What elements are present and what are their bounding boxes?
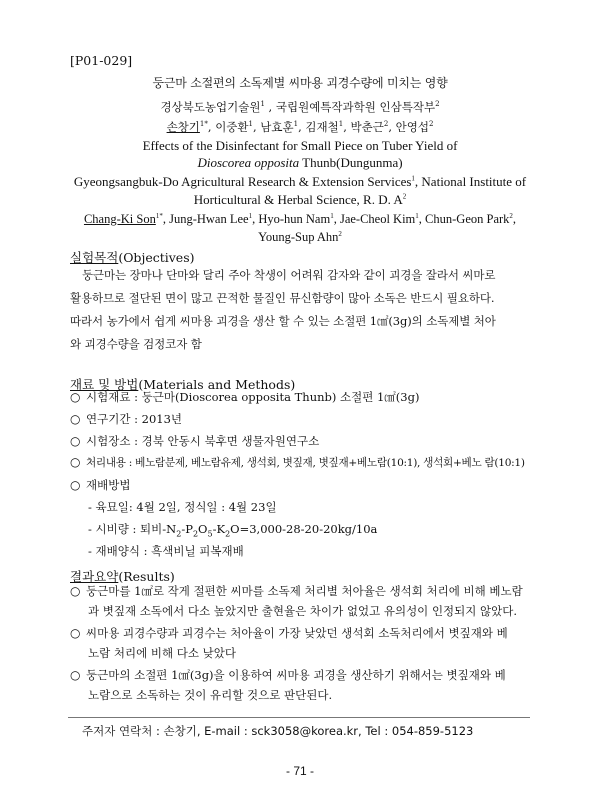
title-english-line1: Effects of the Disinfectant for Small Piece on Tuber Yield of [142,138,458,153]
affiliation-english-line2: Horticultural & Herbal Science, R. D. $A^2$ [193,192,407,207]
methods-subitem: - 시비량 : 퇴비$-N_2-P_2O_5-K_2O=3,000-28-20-20kg/10a$ [88,522,378,539]
results-list: ○ 둥근마를 1㎠로 작게 절편한 씨마를 소독제 처리별 처아율은 생석회 처리에 비해 베노람 과 볏짚재 소독에서 다소 높았지만 출현율은 차이가 없었고 유의성이 인정되지 않았다. ○ 씨마용 괴경수량과 괴경수는 처아율이 가장 낮았던 생석회 소독처리에서 볏짚재와 베 노람 처리에 비해 다소 낮았다 ○ 둥근마의 소절편 1㎠(3g)을 이용하여 씨마용 괴경을 생산하기 위해서는 볏짚재와 베 노람으로 소독하는 것이 유리할 것으로 판단된다. [70,584,523,702]
title-korean: 둥근마 소절편의 소독제별 씨마용 괴경수량에 미치는 영향 [152,76,448,90]
circle-bullet-icon: ○ [70,412,81,426]
methods-item: ○ 재배방법 [70,478,131,492]
methods-item: ○ 처리내용 : 베노람분제, 베노람유제, 생석회, 볏짚재, 볏짚재+베노람(10:1), 생석회+베노 람(10:1) [70,455,525,469]
objectives-paragraph: 둥근마는 장마나 단마와 달리 주아 착생이 어려워 감자와 같이 괴경을 잘라서 씨마로 활용하므로 절단된 면이 많고 끈적한 물질인 뮤신함량이 많아 소독은 반드시 필요하다. 따라서 농가에서 쉽게 씨마용 괴경을 생산 할 수 있는 소절편 1㎠(3g)의 소독제별 처아 와 괴경수량을 검정코자 함 [70,268,496,351]
title-english-line2: Dioscorea opposita Thunb(Dungunma) [197,155,403,170]
circle-bullet-icon: ○ [70,390,81,404]
authors-english-line2: Young-Sup Ahn$^2$ [258,229,342,244]
circle-bullet-icon: ○ [70,584,81,598]
author-ko-1: 손창기 [166,120,200,134]
author-ko-5: 박춘근 [350,120,384,134]
footer-divider [68,717,530,718]
results-item: ○ 둥근마를 1㎠로 작게 절편한 씨마를 소독제 처리별 처아율은 생석회 처리에 비해 베노람 [70,584,523,598]
methods-subitem: - 재배양식 : 흑색비닐 피복재배 [88,544,244,558]
results-heading: 결과요약(Results) [70,569,175,584]
affiliation-english-line1: Gyeongsangbuk-Do Agricultural Research & Extension Services$^1$, National Institute of [73,174,527,189]
methods-item: ○ 시험재료 : 둥근마(Dioscorea opposita Thunb) 소절편 1㎠(3g) [70,390,420,404]
methods-item: ○ 시험장소 : 경북 안동시 북후면 생물자원연구소 [70,434,320,448]
results-item: ○ 둥근마의 소절편 1㎠(3g)을 이용하여 씨마용 괴경을 생산하기 위해서는 볏짚재와 베 [70,668,506,682]
methods-item: ○ 연구기간 : 2013년 [70,412,182,426]
authors-korean: 손창기$^{1*}$, 이중환$^1$, 남효훈$^1$, 김재철$^1$, 박춘근$^2$, 안영섭$^2$ [166,120,434,134]
poster-code: [P01-029] [70,53,133,68]
circle-bullet-icon: ○ [70,434,81,448]
author-ko-6: 안영섭 [395,120,429,134]
objectives-heading: 실험목적(Objectives) [70,250,195,265]
methods-list [70,389,550,559]
authors-english-line1: Chang-Ki Son$^{1*}$, Jung-Hwan Lee$^1$, Hyo-hun Nam$^1$, Jae-Cheol Kim$^1$, Chun-Geon Park$^2$, [83,211,517,226]
circle-bullet-icon: ○ [70,626,81,640]
author-ko-3: 남효훈 [260,120,294,134]
author-contact: 주저자 연락처 : 손창기, E-mail : sck3058@korea.kr, Tel : 054-859-5123 [82,724,474,738]
author-ko-2: 이중환 [215,120,249,134]
author-ko-4: 김재철 [305,120,339,134]
circle-bullet-icon: ○ [70,668,81,682]
methods-heading: 재료 및 방법(Materials and Methods) [70,377,296,392]
circle-bullet-icon: ○ [70,455,81,469]
results-item: ○ 씨마용 괴경수량과 괴경수는 처아율이 가장 낮았던 생석회 소독처리에서 볏짚재와 베 [70,626,508,640]
affiliation-korean: 경상북도농업기술원$^1$ , 국립원예특작과학원 인삼특작부$^2$ [160,100,440,114]
circle-bullet-icon: ○ [70,478,81,492]
methods-subitem: - 육묘일: 4월 2일, 정식일 : 4월 23일 [88,500,277,514]
page-number: - 71 - [285,764,314,778]
